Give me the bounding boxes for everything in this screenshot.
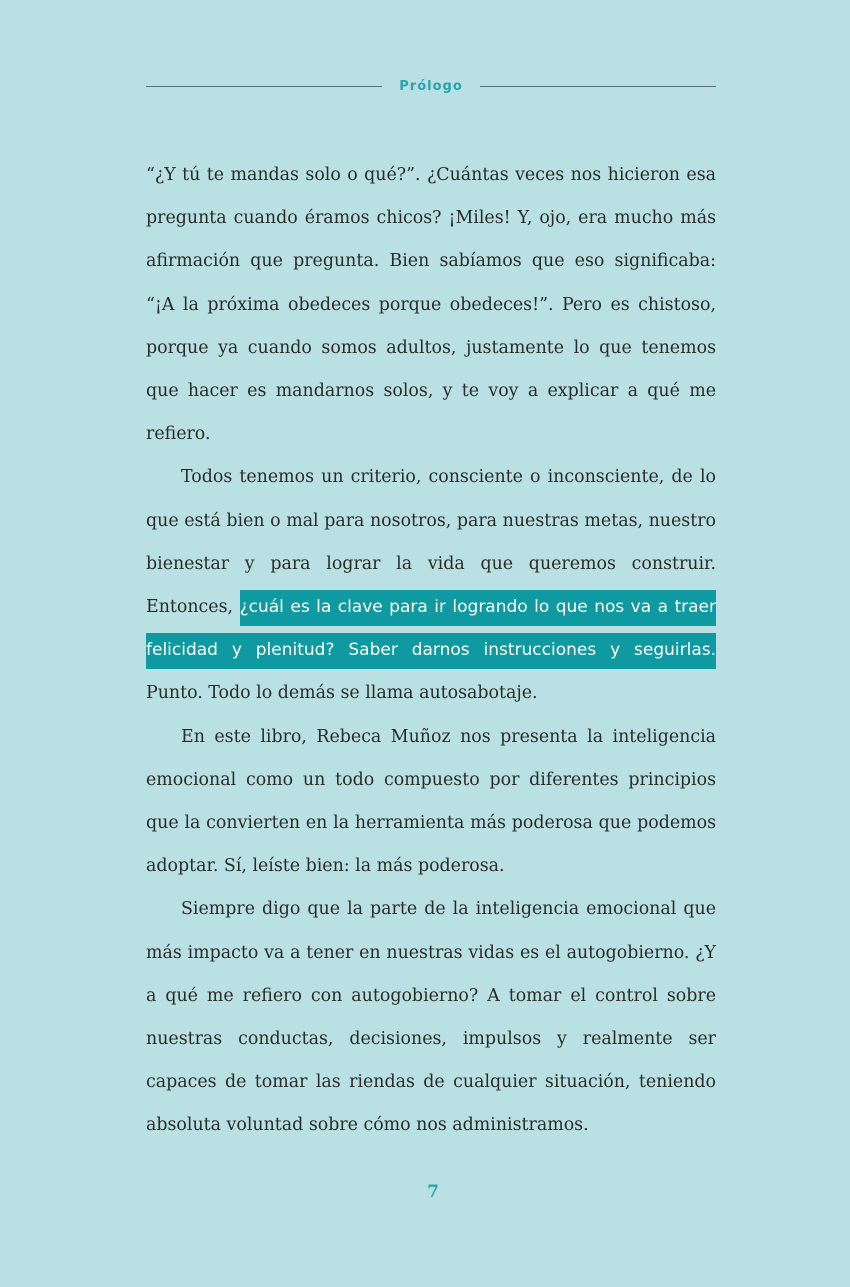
paragraph-text: Todos tenemos un criterio, consciente o inconsciente, de lo que está bien o mal para nosotros, para nuestras metas, nuestro bienestar y para lograr la vida que queremos construir. Entonces, xyxy=(146,467,716,618)
paragraph xyxy=(146,456,716,715)
header-rule-left xyxy=(146,86,382,87)
paragraph: En este libro, Rebeca Muñoz nos presenta la inteligencia emocional como un todo compuesto por diferentes principios que la convierten en la herramienta más poderosa que podemos adoptar. Sí, leíste bien: la más poderosa. xyxy=(146,726,716,877)
chapter-title: Prólogo xyxy=(399,78,463,94)
paragraph: Siempre digo que la parte de la inteligencia emocional que más impacto va a tener en nuestras vidas es el autogobierno. ¿Y a qué me refiero con autogobierno? A tomar el control sobre nuestras conductas, decisiones, impulsos y realmente ser capaces de tomar las riendas de cualquier situación, teniendo absoluta voluntad sobre cómo nos administramos. xyxy=(146,899,716,1136)
paragraph: “¿Y tú te mandas solo o qué?”. ¿Cuántas veces nos hicieron esa pregunta cuando éramos chicos? ¡Miles! Y, ojo, era mucho más afirmación que pregunta. Bien sabíamos que eso significaba: “¡A la próxima obedeces porque obedeces!”. Pero es chistoso, porque ya cuando somos adultos, justamente lo que tenemos que hacer es mandarnos solos, y te voy a explicar a qué me refiero. xyxy=(146,165,716,445)
header-rule-right xyxy=(480,86,716,87)
highlighted-text: ¿cuál es la clave para ir logrando lo que nos va a traer felicidad y plenitud? Saber darnos instrucciones y seguirlas. xyxy=(146,590,716,669)
running-header xyxy=(146,72,716,100)
page-number: 7 xyxy=(427,1182,439,1202)
body-text xyxy=(146,154,716,1148)
paragraph-text: Punto. Todo lo demás se llama autosabotaje. xyxy=(146,683,538,704)
